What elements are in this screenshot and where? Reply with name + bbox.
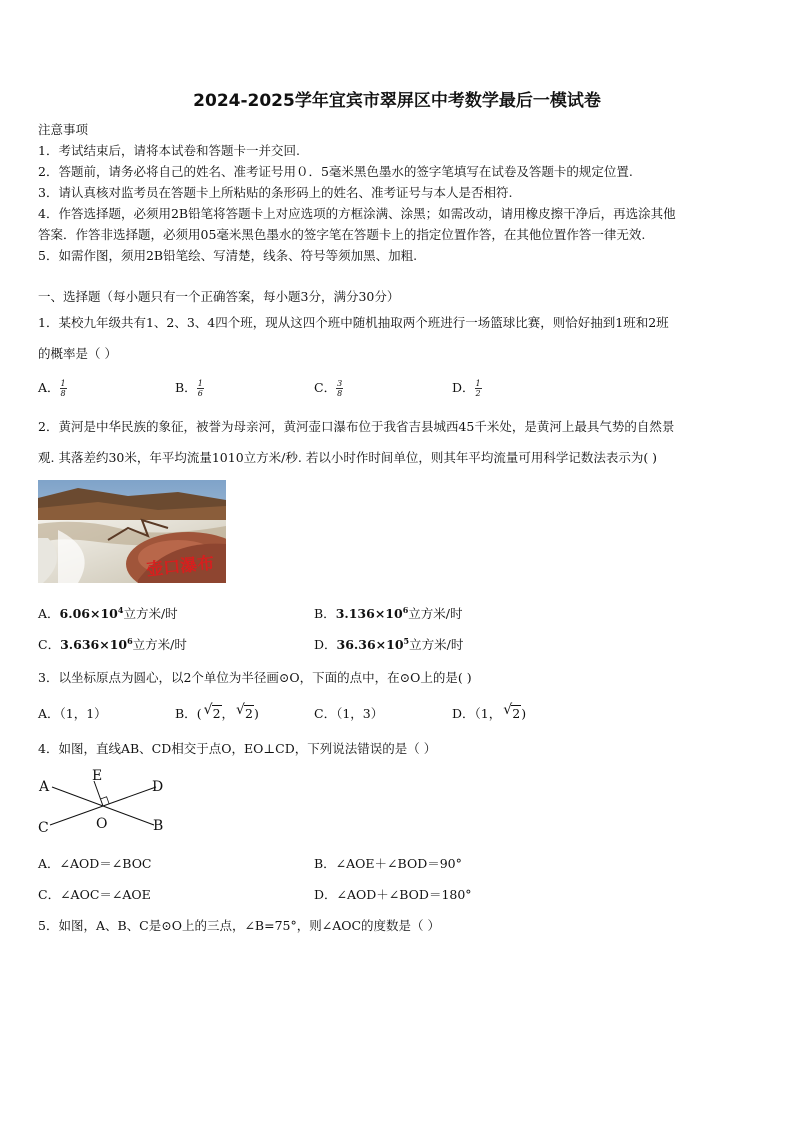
note-item: 5．如需作图，须用2B铅笔绘、写清楚，线条、符号等须加黑、加粗. — [38, 248, 418, 263]
q4-option-d: D．∠AOD＋∠BOD＝180° — [314, 887, 472, 902]
line-eo — [94, 781, 103, 806]
waterfall-photo — [38, 480, 226, 583]
q1-option-b: B． $\frac{1}{6}$ — [175, 379, 203, 398]
question-5: 5．如图，A、B、C是⊙O上的三点，∠B=75°，则∠AOC的度数是（ ） — [38, 918, 441, 933]
q3-option-d: D．（1， √ 2) — [452, 702, 527, 721]
q2-option-d: D．$36.36\times 10^5$立方米/时 — [314, 635, 464, 652]
note-item: 4．作答选择题，必须用2B铅笔将答题卡上对应选项的方框涂满、涂黑；如需改动，请用橡皮擦干净后，再选涂其他 — [38, 206, 676, 221]
q1-option-d: D． $\frac{1}{2}$ — [452, 379, 481, 398]
q1-option-a: A． $\frac{1}{8}$ — [38, 379, 66, 398]
photo-calligraphy: 壶口瀑布 — [145, 553, 216, 581]
label-e: E — [92, 768, 103, 784]
q3-option-b: B．( √ 2， √ 2) — [175, 702, 259, 721]
q2-option-c: C．$3.636\times 10^6$立方米/时 — [38, 635, 187, 652]
question-2-line2: 观. 其落差约30米，年平均流量1010立方米/秒. 若以小时作时间单位，则其年平均流量可用科学记数法表示为( ) — [38, 450, 658, 465]
section-heading: 一、选择题（每小题只有一个正确答案，每小题3分，满分30分） — [38, 289, 400, 304]
q1-option-c: C． $\frac{3}{8}$ — [314, 379, 343, 398]
question-1-line2: 的概率是（ ） — [38, 346, 117, 361]
label-c: C — [38, 820, 49, 836]
question-2-line1: 2．黄河是中华民族的象征，被誉为母亲河，黄河壶口瀑布位于我省吉县城西45千米处，是黄河上最具气势的自然景 — [38, 419, 675, 434]
page-title: 2024-2025学年宜宾市翠屏区中考数学最后一模试卷 — [193, 91, 601, 111]
q3-option-a: A．（1，1） — [38, 706, 107, 721]
q2-option-b: B．$3.136\times 10^6$立方米/时 — [314, 604, 463, 621]
q4-option-a: A．∠AOD＝∠BOC — [38, 856, 152, 871]
label-o: O — [96, 816, 108, 832]
label-a: A — [39, 779, 50, 795]
notes-heading: 注意事项 — [38, 122, 89, 137]
note-item: 3．请认真核对监考员在答题卡上所粘贴的条形码上的姓名、准考证号与本人是否相符. — [38, 185, 513, 200]
q4-option-c: C．∠AOC＝∠AOE — [38, 887, 151, 902]
geometry-figure — [34, 767, 174, 839]
note-item: 2．答题前，请务必将自己的姓名、准考证号用０．5毫米黑色墨水的签字笔填写在试卷及答题卡的规定位置. — [38, 164, 633, 179]
question-1-line1: 1．某校九年级共有1、2、3、4四个班，现从这四个班中随机抽取两个班进行一场篮球比赛，则恰好抽到1班和2班 — [38, 315, 669, 330]
question-3: 3．以坐标原点为圆心，以2个单位为半径画⊙O，下面的点中，在⊙O上的是( ) — [38, 670, 472, 685]
label-d: D — [152, 779, 164, 795]
note-item: 1．考试结束后，请将本试卷和答题卡一并交回. — [38, 143, 300, 158]
note-item: 答案．作答非选择题，必须用05毫米黑色墨水的签字笔在答题卡上的指定位置作答，在其他位置作答一律无效. — [38, 227, 646, 242]
question-4: 4．如图，直线AB、CD相交于点O，EO⊥CD，下列说法错误的是（ ） — [38, 741, 437, 756]
q2-option-a: A．$6.06\times 10^4$立方米/时 — [38, 604, 178, 621]
q3-option-c: C．（1，3） — [314, 706, 384, 721]
label-b: B — [153, 818, 164, 834]
q4-option-b: B．∠AOE＋∠BOD＝90° — [314, 856, 462, 871]
